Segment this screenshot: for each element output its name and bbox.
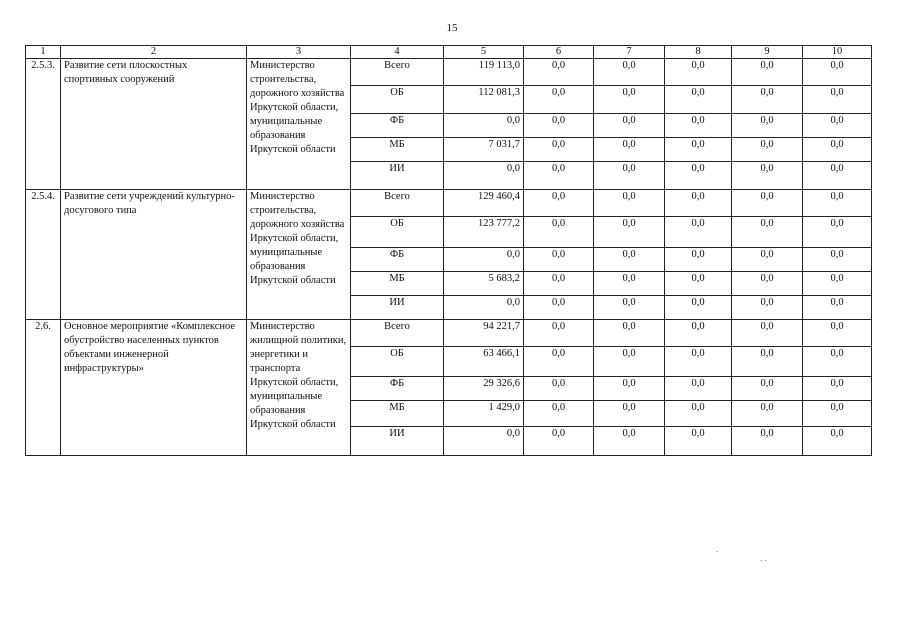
year-value: 0,0 [594,114,665,138]
total-value: 63 466,1 [444,347,524,377]
year-value: 0,0 [803,59,872,86]
col-header: 10 [803,46,872,59]
year-value: 0,0 [594,217,665,248]
funding-source: ОБ [351,217,444,248]
total-value: 0,0 [444,248,524,272]
year-value: 0,0 [594,296,665,320]
year-value: 0,0 [665,217,732,248]
year-value: 0,0 [524,190,594,217]
year-value: 0,0 [803,427,872,456]
year-value: 0,0 [665,248,732,272]
funding-source: ИИ [351,162,444,190]
item-code: 2.6. [26,320,61,456]
year-value: 0,0 [732,86,803,114]
funding-source: ОБ [351,86,444,114]
col-header: 4 [351,46,444,59]
year-value: 0,0 [732,427,803,456]
year-value: 0,0 [732,138,803,162]
funding-source: МБ [351,401,444,427]
year-value: 0,0 [524,217,594,248]
total-value: 123 777,2 [444,217,524,248]
year-value: 0,0 [665,377,732,401]
year-value: 0,0 [732,59,803,86]
year-value: 0,0 [732,401,803,427]
funding-source: Всего [351,320,444,347]
total-value: 7 031,7 [444,138,524,162]
total-value: 0,0 [444,427,524,456]
scan-speck: . [716,544,719,554]
item-name: Развитие сети плоскостных спортивных сооружений [61,59,247,190]
year-value: 0,0 [524,86,594,114]
year-value: 0,0 [803,138,872,162]
year-value: 0,0 [665,272,732,296]
year-value: 0,0 [524,296,594,320]
year-value: 0,0 [594,190,665,217]
col-header: 8 [665,46,732,59]
year-value: 0,0 [594,86,665,114]
year-value: 0,0 [665,190,732,217]
year-value: 0,0 [803,86,872,114]
funding-source: ФБ [351,377,444,401]
funding-source: Всего [351,190,444,217]
total-value: 112 081,3 [444,86,524,114]
year-value: 0,0 [524,272,594,296]
year-value: 0,0 [594,401,665,427]
year-value: 0,0 [803,377,872,401]
total-value: 94 221,7 [444,320,524,347]
col-header: 3 [247,46,351,59]
scan-speck: . . [760,553,767,563]
year-value: 0,0 [594,347,665,377]
year-value: 0,0 [524,162,594,190]
responsible-executor: Министерство жилищной политики, энергетики и транспорта Иркутской области, муниципальные образования Иркутской области [247,320,351,456]
col-header: 1 [26,46,61,59]
year-value: 0,0 [665,427,732,456]
year-value: 0,0 [524,114,594,138]
col-header: 2 [61,46,247,59]
year-value: 0,0 [665,59,732,86]
year-value: 0,0 [594,162,665,190]
funding-source: ФБ [351,248,444,272]
year-value: 0,0 [803,401,872,427]
year-value: 0,0 [803,162,872,190]
total-value: 129 460,4 [444,190,524,217]
year-value: 0,0 [665,320,732,347]
year-value: 0,0 [665,86,732,114]
year-value: 0,0 [524,401,594,427]
total-value: 0,0 [444,296,524,320]
total-value: 119 113,0 [444,59,524,86]
year-value: 0,0 [803,248,872,272]
year-value: 0,0 [594,59,665,86]
year-value: 0,0 [665,296,732,320]
year-value: 0,0 [803,296,872,320]
year-value: 0,0 [665,138,732,162]
year-value: 0,0 [732,248,803,272]
item-name: Развитие сети учреждений культурно-досугового типа [61,190,247,320]
item-name: Основное мероприятие «Комплексное обустройство населенных пунктов объектами инженерной инфраструктуры» [61,320,247,456]
year-value: 0,0 [732,114,803,138]
responsible-executor: Министерство строительства, дорожного хозяйства Иркутской области, муниципальные образования Иркутской области [247,59,351,190]
col-header: 5 [444,46,524,59]
year-value: 0,0 [524,377,594,401]
year-value: 0,0 [803,272,872,296]
funding-source: Всего [351,59,444,86]
responsible-executor: Министерство строительства, дорожного хозяйства Иркутской области, муниципальные образования Иркутской области [247,190,351,320]
year-value: 0,0 [665,401,732,427]
year-value: 0,0 [524,138,594,162]
year-value: 0,0 [732,217,803,248]
page-number: 15 [446,22,458,34]
year-value: 0,0 [524,347,594,377]
item-code: 2.5.4. [26,190,61,320]
year-value: 0,0 [803,190,872,217]
column-number-row [26,46,872,59]
table-row [26,190,872,217]
year-value: 0,0 [594,320,665,347]
funding-source: ОБ [351,347,444,377]
total-value: 1 429,0 [444,401,524,427]
year-value: 0,0 [732,320,803,347]
year-value: 0,0 [524,320,594,347]
funding-source: ФБ [351,114,444,138]
funding-source: ИИ [351,296,444,320]
year-value: 0,0 [665,162,732,190]
funding-source: МБ [351,138,444,162]
year-value: 0,0 [594,138,665,162]
col-header: 6 [524,46,594,59]
year-value: 0,0 [594,272,665,296]
year-value: 0,0 [524,427,594,456]
year-value: 0,0 [594,427,665,456]
item-code: 2.5.3. [26,59,61,190]
year-value: 0,0 [803,217,872,248]
table-row [26,59,872,86]
col-header: 7 [594,46,665,59]
funding-source: МБ [351,272,444,296]
year-value: 0,0 [524,248,594,272]
total-value: 0,0 [444,162,524,190]
year-value: 0,0 [594,248,665,272]
total-value: 0,0 [444,114,524,138]
funding-table [25,45,872,456]
year-value: 0,0 [732,272,803,296]
year-value: 0,0 [732,296,803,320]
table-row [26,320,872,347]
year-value: 0,0 [524,59,594,86]
year-value: 0,0 [732,347,803,377]
year-value: 0,0 [732,190,803,217]
year-value: 0,0 [732,162,803,190]
year-value: 0,0 [732,377,803,401]
funding-source: ИИ [351,427,444,456]
total-value: 5 683,2 [444,272,524,296]
total-value: 29 326,6 [444,377,524,401]
year-value: 0,0 [803,320,872,347]
year-value: 0,0 [803,347,872,377]
year-value: 0,0 [665,347,732,377]
year-value: 0,0 [803,114,872,138]
col-header: 9 [732,46,803,59]
year-value: 0,0 [594,377,665,401]
year-value: 0,0 [665,114,732,138]
